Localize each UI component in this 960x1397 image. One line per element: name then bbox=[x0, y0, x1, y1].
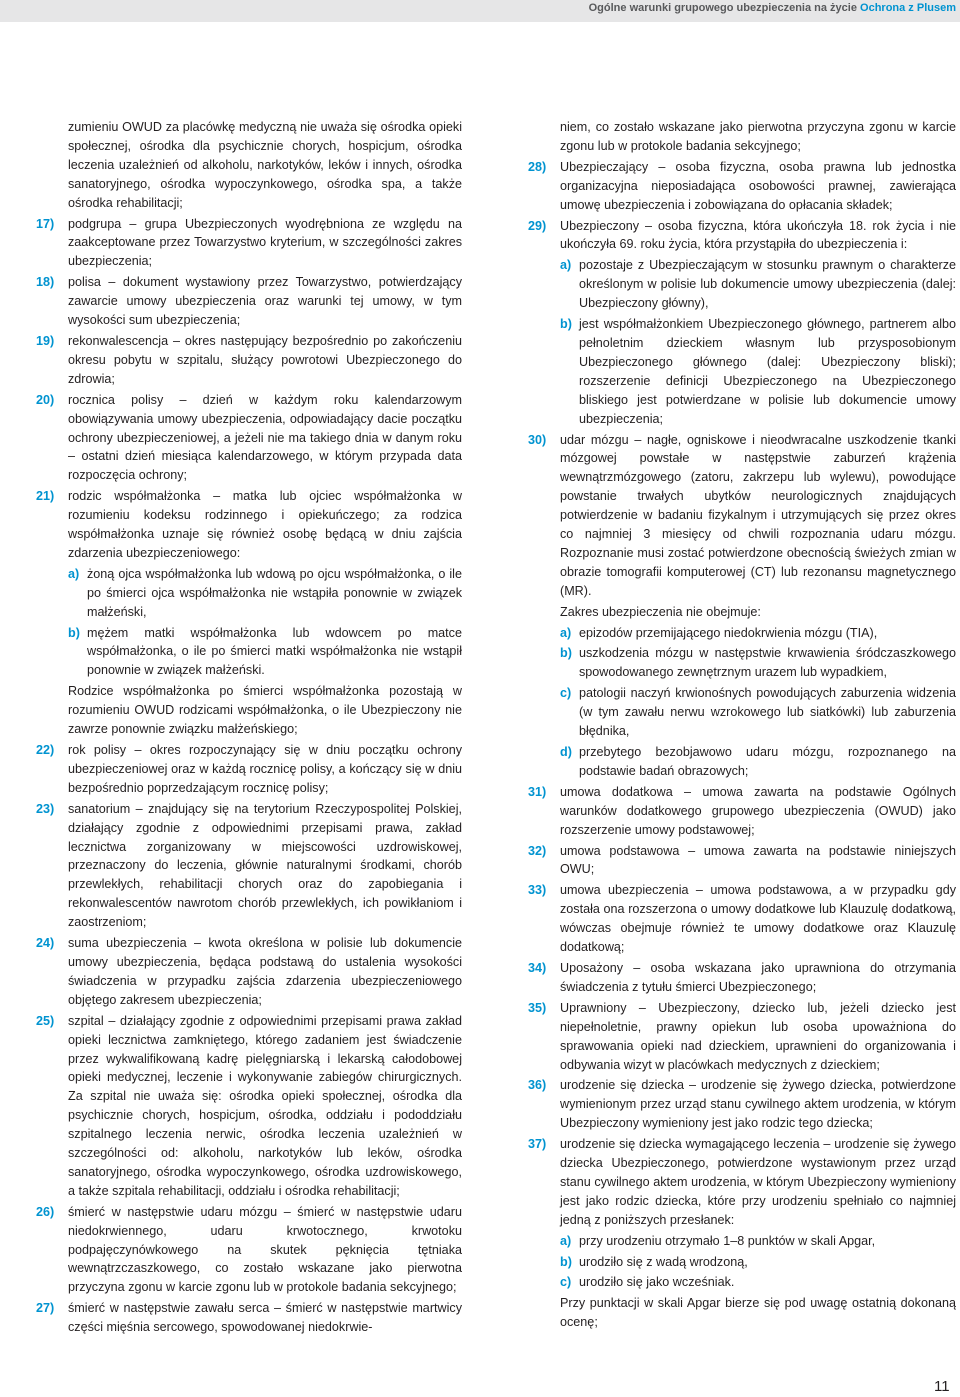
definition-text: Uprawniony – Ubezpieczony, dziecko lub, jeżeli dziecko jest niepełnoletnie, prawny opiekun lub osoba upoważniona do sprawowania opieki nad dzieckiem, uprawnieni do organizowania i odbywania wizyt w placówkach medycznych z dzieckiem; bbox=[560, 1000, 956, 1072]
continued-paragraph: niem, co zostało wskazane jako pierwotna przyczyna zgonu w karcie zgonu lub w protokole badania sekcyjnego; bbox=[560, 120, 956, 153]
item-number: 29) bbox=[528, 218, 547, 233]
definition-text: śmierć w następstwie zawału serca – śmierć w następstwie martwicy części mięśnia sercowego, spowodowanej niedokrwie- bbox=[68, 1301, 462, 1335]
definition-item bbox=[528, 431, 956, 601]
sub-item-text: patologii naczyń krwionośnych powodujących zaburzenia widzenia (w tym zawału nerwu wzrokowego lub siatkówki) lub zaburzenia błędnika, bbox=[579, 686, 956, 739]
definition-text: rocznica polisy – dzień w każdym roku kalendarzowym obowiązywania umowy ubezpieczenia, odpowiadający dacie początku ochrony ubezpieczeniowej, a jeżeli nie ma takiego dnia w danym roku – ostatni dzień miesiąca kalendarzowego, w którym przypada data rozpoczęcia ochrony; bbox=[68, 392, 462, 483]
sub-item-text: jest współmałżonkiem Ubezpieczonego głównego, partnerem albo pełnoletnim dzieckiem własnym lub przysposobionym Ubezpieczonego głównego (dalej: Ubezpieczony bliski); rozszerzenie definicji Ubezpieczonego na Ubezpieczonego bliskiego jest potwierdzane w polisie lub dokumencie umowy ubezpieczenia; bbox=[579, 317, 956, 426]
header-bar bbox=[0, 0, 960, 22]
definition-text: urodzenie się dziecka wymagającego leczenia – urodzenie się żywego dziecka Ubezpieczonego, potwierdzone wystawionym przez urząd stanu cywilnego aktem urodzenia, w którym Ubezpieczony wymieniony jest jako rodzic dziecka, które przy urodzeniu spełniało co najmniej jedną z poniższych przesłanek: bbox=[560, 1137, 956, 1227]
definition-item bbox=[528, 1135, 956, 1230]
item-number: 26) bbox=[36, 1204, 55, 1219]
definition-item bbox=[36, 391, 462, 486]
item37-note: Przy punktacji w skali Apgar bierze się pod uwagę ostatnią dokonaną ocenę; bbox=[560, 1296, 956, 1330]
definition-item bbox=[528, 881, 956, 957]
definition-item bbox=[36, 1203, 462, 1298]
item-number: 30) bbox=[528, 432, 547, 447]
item-number: 36) bbox=[528, 1078, 547, 1093]
sub-item-letter: a) bbox=[560, 1233, 572, 1248]
sub-item-text: żoną ojca współmałżonka lub wdową po ojcu współmałżonka, o ile po śmierci ojca współmałżonka nie wstąpiła ponownie w związek małżeński, bbox=[87, 566, 462, 619]
item-number: 32) bbox=[528, 843, 547, 858]
sub-item-letter: b) bbox=[68, 625, 80, 640]
definition-text: umowa dodatkowa – umowa zawarta na podstawie Ogólnych warunków dodatkowego grupowego ubezpieczenia (OWUD) jako rozszerzenie umowy podstawowej; bbox=[560, 784, 956, 837]
page-number: 11 bbox=[934, 1378, 950, 1395]
sub-item-letter: d) bbox=[560, 745, 572, 759]
sub-item-text: mężem matki współmałżonka lub wdowcem po matce współmałżonka, o ile po śmierci matki współmałżonka nie wstąpił ponownie w związek małżeński. bbox=[87, 625, 462, 678]
sub-item bbox=[528, 624, 956, 643]
definition-item bbox=[528, 158, 956, 215]
item21-note: Rodzice współmałżonka po śmierci współmałżonka pozostają w rozumieniu OWUD rodzicami współmałżonka, o ile Ubezpieczony nie zawrze ponownie związku małżeńskiego; bbox=[68, 684, 462, 737]
definition-text: Uposażony – osoba wskazana jako uprawniona do otrzymania świadczenia z tytułu śmierci Ubezpieczonego; bbox=[560, 960, 956, 994]
item-number: 25) bbox=[36, 1013, 55, 1028]
definition-text: Ubezpieczony – osoba fizyczna, która ukończyła 18. rok życia i nie ukończyła 69. roku życia, która przystąpiła do ubezpieczenia i: bbox=[560, 218, 956, 252]
definition-text: podgrupa – grupa Ubezpieczonych wyodrębniona ze względu na zaakceptowane przez Towarzystwo kryterium, w szczególności zakres ubezpieczenia; bbox=[68, 216, 462, 269]
item-number: 34) bbox=[528, 960, 547, 975]
definition-item bbox=[36, 741, 462, 798]
item-number: 35) bbox=[528, 1000, 547, 1015]
definition-item bbox=[36, 332, 462, 389]
sub-item-text: uszkodzenia mózgu w następstwie krwawienia śródczaszkowego spowodowanego zewnętrznym urazem lub wypadkiem, bbox=[579, 646, 956, 680]
left-column bbox=[36, 118, 462, 1339]
item-number: 19) bbox=[36, 333, 55, 348]
item-number: 22) bbox=[36, 743, 55, 757]
item30-scope: Zakres ubezpieczenia nie obejmuje: bbox=[560, 604, 761, 619]
sub-item-letter: c) bbox=[560, 1275, 572, 1290]
sub-item bbox=[528, 1232, 956, 1251]
item-number: 23) bbox=[36, 801, 55, 816]
definition-item bbox=[528, 217, 956, 255]
sub-item bbox=[528, 315, 956, 428]
item-number: 31) bbox=[528, 784, 547, 799]
sub-item-text: przy urodzeniu otrzymało 1–8 punktów w skali Apgar, bbox=[579, 1233, 876, 1248]
definition-text: urodzenie się dziecka – urodzenie się żywego dziecka, potwierdzone wymienionym przez urząd stanu cywilnego aktem urodzenia, w którym Ubezpieczony wymieniony jest jako rodzic tego dziecka; bbox=[560, 1078, 956, 1131]
definition-item bbox=[36, 800, 462, 932]
definition-text: polisa – dokument wystawiony przez Towarzystwo, potwierdzający zawarcie umowy ubezpieczenia oraz warunki tej umowy, w tym wysokości sum ubezpieczenia; bbox=[68, 275, 462, 328]
definition-item bbox=[36, 1299, 462, 1337]
definition-item bbox=[528, 999, 956, 1075]
sub-item-letter: a) bbox=[560, 625, 572, 640]
sub-item-letter: a) bbox=[560, 258, 572, 273]
definition-item bbox=[36, 934, 462, 1010]
sub-item-letter: b) bbox=[560, 646, 572, 661]
definition-text: rodzic współmałżonka – matka lub ojciec współmałżonka w rozumieniu kodeksu rodzinnego i opiekuńczego; za rodzica współmałżonka uznaje się również osobę będącą w dniu zajścia zdarzenia ubezpieczeniowego: bbox=[68, 489, 462, 560]
definition-item bbox=[36, 215, 462, 272]
sub-item-text: urodziło się z wadą wrodzoną, bbox=[579, 1254, 748, 1269]
definition-item bbox=[36, 273, 462, 330]
sub-item-letter: c) bbox=[560, 686, 572, 701]
item-number: 24) bbox=[36, 936, 55, 951]
item-number: 37) bbox=[528, 1137, 547, 1152]
sub-item-text: pozostaje z Ubezpieczającym w stosunku prawnym o charakterze określonym w polisie lub dokumencie umowy ubezpieczenia (dalej: Ubezpieczony główny), bbox=[579, 258, 956, 311]
definition-text: szpital – działający zgodnie z odpowiednimi przepisami prawa zakład opieki lecznictwa zamkniętego, którego zadaniem jest świadczenie przez wykwalifikowaną kadrę pielęgniarską i lekarską całodobowej opieki medycznej, leczenie i wykonywanie zabiegów chirurgicznych. Za szpital nie uważa się: ośrodka opieki społecznej, ośrodka dla psychicznie chorych, hospicjum, ośrodka, oddziału i pododdziału szpitalnego leczenia nerwic, ośrodka leczenia uzależnień w szczególności od: alkoholu, narkotyków lub leków, ośrodka sanatoryjnego, ośrodka wypoczynkowego, ośrodka uzdrowiskowego, a także szpitala rehabilitacji, oddziału i ośrodka rehabilitacji; bbox=[68, 1013, 462, 1198]
item-number: 27) bbox=[36, 1301, 55, 1316]
item-number: 18) bbox=[36, 275, 55, 290]
sub-item bbox=[528, 743, 956, 781]
definition-item bbox=[528, 1076, 956, 1133]
sub-item-text: przebytego bezobjawowo udaru mózgu, rozpoznanego na podstawie badań obrazowych; bbox=[579, 745, 956, 778]
definition-text: rok polisy – okres rozpoczynający się w dniu początku ochrony ubezpieczeniowej oraz w każdą rocznicę polisy, a kończący się w dniu bezpośrednio poprzedzającym rocznicę polisy; bbox=[68, 743, 462, 795]
sub-item bbox=[36, 624, 462, 681]
sub-item bbox=[528, 1273, 956, 1292]
document-title: Ogólne warunki grupowego ubezpieczenia na życie Ochrona z Plusem bbox=[588, 2, 956, 14]
definition-item bbox=[36, 487, 462, 563]
continued-paragraph: zumieniu OWUD za placówkę medyczną nie uważa się ośrodka opieki społecznej, ośrodka dla psychicznie chorych, hospicjum, ośrodka leczenia uzależnień od alkoholu, narkotyków, leków i innych, ośrodka sanatoryjnego, ośrodka wypoczynkowego, ośrodka spa, a także ośrodka rehabilitacji; bbox=[68, 120, 462, 210]
item-number: 17) bbox=[36, 216, 55, 231]
sub-item bbox=[528, 1253, 956, 1272]
item-number: 21) bbox=[36, 489, 55, 504]
definition-text: Ubezpieczający – osoba fizyczna, osoba prawna lub jednostka organizacyjna nieposiadająca osobowości prawnej, zawierająca umowę ubezpieczenia i zobowiązana do opłacania składek; bbox=[560, 159, 956, 212]
definition-text: śmierć w następstwie udaru mózgu – śmierć w następstwie udaru niedokrwiennego, udaru krwotocznego, krwotoku podpajęczynówkowego na skutek pęknięcia tętniaka wewnątrzczaszkowego, co zostało wskazane jako pierwotna przyczyna zgonu w karcie zgonu lub w protokole badania sekcyjnego; bbox=[68, 1204, 462, 1295]
definition-text: umowa ubezpieczenia – umowa podstawowa, a w przypadku gdy została ona rozszerzona o umowy dodatkowe lub Klauzulę dodatkową, wówczas obejmuje również te umowy dodatkowe oraz Klauzulę dodatkową; bbox=[560, 883, 956, 955]
sub-item-letter: b) bbox=[560, 1254, 572, 1269]
product-name: Ochrona z Plusem bbox=[860, 2, 956, 14]
sub-item bbox=[528, 684, 956, 741]
sub-item-letter: a) bbox=[68, 566, 80, 581]
definition-text: rekonwalescencja – okres następujący bezpośrednio po zakończeniu okresu pobytu w szpitalu, służący powrotowi Ubezpieczonego do zdrowia; bbox=[68, 333, 462, 386]
sub-item bbox=[36, 565, 462, 622]
item-number: 28) bbox=[528, 159, 547, 174]
sub-item-letter: b) bbox=[560, 317, 572, 332]
item-number: 33) bbox=[528, 883, 547, 898]
definition-text: sanatorium – znajdujący się na terytorium Rzeczypospolitej Polskiej, działający zgodnie z odpowiednimi przepisami prawa, zakład lecznictwa zorganizowany w miejscowości uzdrowiskowej, przeznaczony do leczenia, głównie naturalnymi środkami, chorób przewlekłych, rehabilitacji chorych oraz do zapobiegania i rekonwalescentów nawrotom chorób przewlekłych, ich powikłaniom i zaostrzeniom; bbox=[68, 801, 462, 930]
definition-item bbox=[36, 1012, 462, 1201]
item-number: 20) bbox=[36, 392, 55, 407]
definition-text: udar mózgu – nagłe, ogniskowe i nieodwracalne uszkodzenie tkanki mózgowej powstałe w następstwie zaburzeń krążenia wewnątrzmózgowego (zatoru, zakrzepu lub wylewu), powodujące powstanie trwałych ubytków neurologicznych znajdujących potwierdzenie w badaniu fizykalnym i utrzymujących się przez okres co najmniej 3 miesięcy od chwili rozpoznania udaru mózgu. Rozpoznanie musi zostać potwierdzone obecnością świeżych zmian w obrazie tomografii komputerowej (CT) lub rezonansu magnetycznego (MR). bbox=[560, 432, 956, 598]
definition-text: umowa podstawowa – umowa zawarta na podstawie niniejszych OWU; bbox=[560, 843, 956, 877]
definition-item bbox=[528, 959, 956, 997]
sub-item-text: urodziło się jako wcześniak. bbox=[579, 1275, 735, 1290]
sub-item bbox=[528, 644, 956, 682]
right-column bbox=[528, 118, 956, 1334]
definition-item bbox=[528, 783, 956, 840]
sub-item bbox=[528, 256, 956, 313]
definition-item bbox=[528, 842, 956, 880]
sub-item-text: epizodów przemijającego niedokrwienia mózgu (TIA), bbox=[579, 625, 878, 640]
definition-text: suma ubezpieczenia – kwota określona w polisie lub dokumencie umowy ubezpieczenia, będąca podstawą do ustalenia wysokości świadczenia w przypadku zajścia zdarzenia ubezpieczeniowego objętego zakresem ubezpieczenia; bbox=[68, 936, 462, 1007]
